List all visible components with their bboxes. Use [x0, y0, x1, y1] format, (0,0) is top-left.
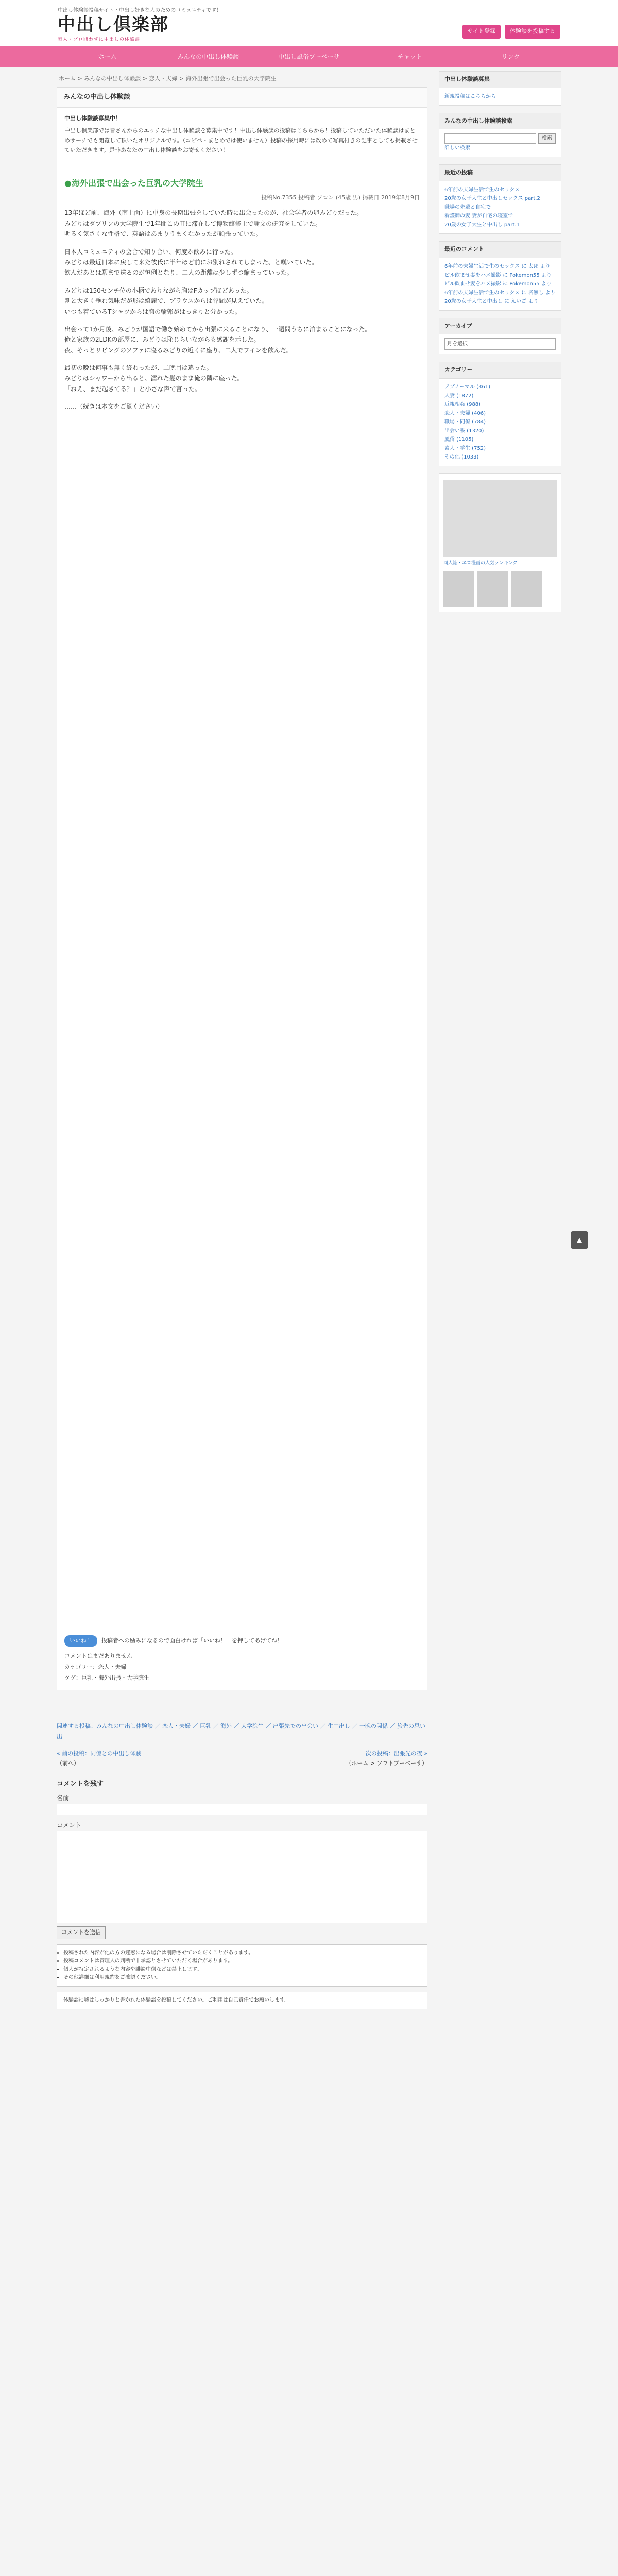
- post-paragraph: [64, 285, 420, 317]
- recent-post-link[interactable]: 看護師の妻 妻が自宅の寝室で: [444, 213, 513, 219]
- comments-title: 最近のコメント: [439, 242, 561, 258]
- search-button[interactable]: 検索: [538, 133, 556, 144]
- nav-fuzoku[interactable]: 中出し風俗ブーベーサ: [259, 46, 360, 67]
- header-buttons: [462, 25, 560, 39]
- sidebar-comments-box: [439, 241, 561, 311]
- category-link[interactable]: 人妻 (1872): [444, 393, 474, 399]
- like-area: [64, 1635, 420, 1647]
- nav-stories[interactable]: みんなの中出し体験談: [158, 46, 259, 67]
- story-line: いつも着ているTシャツからは胸の輪郭がはっきりと分かった。: [64, 308, 242, 315]
- logo-text: 中出し倶楽部: [58, 14, 169, 35]
- ad-thumbnail[interactable]: [511, 571, 542, 607]
- story-line: 俺と家族の2LDKの部屋に、みどりは恥じらいながらも感謝を示した。: [64, 336, 260, 344]
- category-link[interactable]: 出会い系 (1320): [444, 428, 484, 434]
- story-line: みどりは最近日本に戻して来た彼氏に半年ほど前にお別れされてしまった、と嘆いていた。: [64, 258, 318, 266]
- post-info: [64, 1652, 420, 1683]
- category-link[interactable]: 素人・学生 (752): [444, 446, 486, 452]
- section-title: みんなの中出し体験談: [57, 88, 427, 108]
- ad-caption[interactable]: 同人誌・エロ漫画の人気ランキング: [443, 561, 518, 566]
- site-tagline: 中出し体験談投稿サイト・中出し好きな人のためのコミュニティです！: [58, 8, 222, 13]
- recent-post-link[interactable]: 20歳の女子大生と中出しセックス part.2: [444, 196, 540, 202]
- advanced-search-link[interactable]: 詳しい検索: [444, 145, 470, 151]
- post-body: [64, 208, 420, 1630]
- archive-title: アーカイブ: [439, 318, 561, 335]
- logo-subtext: 素人・プロ問わずに中出しの体験談: [58, 37, 141, 42]
- comment-count[interactable]: コメントはまだありません: [64, 1653, 132, 1660]
- sidebar-post-box: [439, 71, 561, 106]
- category-link[interactable]: その他 (1033): [444, 454, 479, 461]
- site-logo[interactable]: [58, 13, 176, 44]
- next-post-sub: （ホーム > ソフトブーベーサ）: [346, 1759, 427, 1767]
- category-link[interactable]: 風俗 (1105): [444, 437, 474, 443]
- like-button[interactable]: いいね！: [64, 1635, 97, 1647]
- category-link[interactable]: 職場・同僚 (784): [444, 419, 486, 426]
- recent-comment-link[interactable]: ピル飲ませ妻をハメ撮影 に Pokemon55 より: [444, 272, 552, 278]
- post-paragraph: [64, 363, 420, 394]
- note-item: • 投稿された内容が他の方の迷惑になる場合は削除させていただくことがあります。: [63, 1949, 421, 1957]
- post-paragraph: [64, 208, 420, 239]
- recent-comment-link[interactable]: 20歳の女子大生と中出し に えいご より: [444, 298, 539, 304]
- recent-comment-link[interactable]: 6年前の夫婦生活で生のセックス に 太郎 より: [444, 263, 551, 269]
- story-line: 13年ほど前、海外（南上面）に単身の長期出張をしていた時に出会ったのが、社会学者の卵みどりだった。: [64, 209, 363, 217]
- post-title: ●海外出張で出会った巨乳の大学院生: [64, 178, 203, 188]
- post-story-button[interactable]: 体験談を投稿する: [505, 25, 560, 39]
- story-line: みどりはシャワーから出ると、濡れた髪のまま俺の隣に座った。: [64, 375, 244, 382]
- nav-chat[interactable]: チャット: [359, 46, 460, 67]
- breadcrumb[interactable]: ホーム > みんなの中出し体験談 > 恋人・夫婦 > 海外出張で出会った巨乳の大学院生: [59, 75, 277, 82]
- sidebar-archive-box: [439, 318, 561, 355]
- submit-comment-button[interactable]: コメントを送信: [57, 1926, 106, 1939]
- comment-form: [57, 1778, 427, 2009]
- archive-select[interactable]: 月を選択: [444, 338, 556, 350]
- sidebar: [439, 71, 561, 2009]
- post-category[interactable]: カテゴリー：恋人・夫婦: [64, 1664, 127, 1671]
- signup-button[interactable]: サイト登録: [462, 25, 501, 39]
- top-strip: [0, 0, 618, 4]
- sidebar-ad-box: [439, 473, 561, 612]
- post-tags[interactable]: タグ：巨乳・海外出張・大学院生: [64, 1674, 149, 1681]
- name-field[interactable]: [57, 1804, 427, 1815]
- article-box: [57, 87, 427, 1691]
- nav-home[interactable]: ホーム: [57, 46, 158, 67]
- story-line: みどりは150センチ位の小柄でありながら胸はFカップほどあった。: [64, 286, 253, 294]
- story-line: 明るく気さくな性格で、英語はあまりうまくなかったが頑張っていた。: [64, 230, 262, 238]
- comment-notes: [57, 1944, 427, 1987]
- sidebar-search-box: [439, 113, 561, 158]
- ad-thumbnail[interactable]: [443, 571, 474, 607]
- post-meta: 投稿No.7355 投稿者 ソロン (45歳 男) 掲載日 2019年8月9日: [261, 194, 420, 201]
- comment-warning: 体験談に嘘はしっかりと書かれた体験談を投稿してください。ご利用は自己責任でお願いします。: [57, 1992, 427, 2009]
- name-label: 名前: [57, 1794, 70, 1802]
- main-nav: [0, 46, 618, 67]
- sidebar-category-box: [439, 362, 561, 466]
- story-line: 日本人コミュニティの会合で知り合い、何度か飲みに行った。: [64, 248, 237, 256]
- comment-textarea[interactable]: [57, 1831, 427, 1923]
- category-link[interactable]: 恋人・夫婦 (406): [444, 411, 486, 417]
- story-line: 夜、そっとリビングのソファに寝るみどりの近くに座り、二人でワインを飲んだ。: [64, 346, 293, 354]
- search-input[interactable]: [444, 133, 536, 144]
- story-line: 出会って1か月後、みどりが国語で働き始めてから出張に来ることになり、一週間うちに泊まることになった。: [64, 325, 371, 333]
- ad-thumbnail[interactable]: [477, 571, 508, 607]
- category-title: カテゴリー: [439, 362, 561, 379]
- story-line: 「ねえ、まだ起きてる？」と小さな声で言った。: [64, 385, 201, 393]
- prev-post-link[interactable]: « 前の投稿：同僚との中出し体験: [57, 1750, 142, 1757]
- post-paragraph: [64, 247, 420, 278]
- intro-subtitle: 中出し体験談募集中！: [64, 114, 121, 122]
- story-line: ……（続きは本文をご覧ください）: [64, 403, 164, 411]
- story-line: 最初の晩は何事も無く終わったが、二晩目は違った。: [64, 364, 213, 372]
- nav-links[interactable]: リンク: [460, 46, 561, 67]
- post-pager: [57, 1749, 427, 1768]
- post-paragraph: [64, 324, 420, 355]
- comment-label: コメント: [57, 1821, 82, 1829]
- new-post-link[interactable]: 新規投稿はこちらから: [444, 93, 496, 99]
- recent-post-link[interactable]: 6年前の夫婦生活で生のセックス: [444, 187, 520, 193]
- recent-post-link[interactable]: 職場の先輩と自宅で: [444, 205, 491, 211]
- recent-comment-link[interactable]: 6年前の夫婦生活で生のセックス に 名無し より: [444, 290, 556, 296]
- sidebar-post-title: 中出し体験談募集: [439, 72, 561, 88]
- recent-title: 最近の投稿: [439, 165, 561, 181]
- like-text: 投稿者への励みになるので面白ければ「いいね！」を押してあげてね！: [101, 1637, 283, 1644]
- story-line: 飲んだあとは駅まで送るのが恒例となり、二人の距離は少しずつ縮まっていった。: [64, 269, 294, 277]
- story-line: みどりはダブリンの大学院生で1年間この町に滞在して博物館修士で論文の研究をしていた。: [64, 219, 322, 227]
- sidebar-search-title: みんなの中出し体験談検索: [439, 113, 561, 130]
- story-line: 割と大きく垂れ気味だが形は綺麗で、ブラウスからは谷間が見えていた。: [64, 297, 268, 305]
- prev-post-sub: （前へ）: [57, 1759, 79, 1767]
- site-header: [0, 4, 618, 46]
- main-column: [57, 71, 427, 2009]
- category-link[interactable]: 近親相姦 (988): [444, 402, 481, 408]
- page-top-button[interactable]: ▲: [571, 1231, 588, 1249]
- ad-banner-image[interactable]: [443, 480, 557, 557]
- recent-comment-link[interactable]: ピル飲ませ妻をハメ撮影 に Pokemon55 より: [444, 281, 552, 287]
- related-links[interactable]: 関連する投稿：みんなの中出し体験談 ／ 恋人・夫婦 ／ 巨乳 ／ 海外 ／ 大学院生 ／ 出張先での出会い ／ 生中出し ／ 一晩の関係 ／ 旅先の思い出: [57, 1723, 425, 1740]
- category-link[interactable]: アブノーマル (361): [444, 384, 490, 391]
- comment-heading: コメントを残す: [57, 1780, 104, 1788]
- next-post-link[interactable]: 次の投稿：出張先の夜 »: [365, 1750, 427, 1757]
- note-item: • その他詳細は利用規約をご確認ください。: [63, 1974, 421, 1982]
- sidebar-recent-box: [439, 164, 561, 234]
- note-item: • 個人が特定されるような内容や誹謗中傷などは禁止します。: [63, 1965, 421, 1974]
- intro-text: 中出し倶楽部では皆さんからのエッチな中出し体験談を募集中です！中出し体験談の投稿はこちらから！投稿していただいた体験談はまとめサーチでも閲覧して頂いたオリジナルです。（コピペ・まとめでは使いません）投稿の採用時には改めて写真付きの記事としても掲載させていただきます。是非あなたの中出し体験談をお寄せください！: [64, 127, 418, 154]
- post-body-continued: [64, 419, 420, 1630]
- post-paragraph: [64, 401, 420, 412]
- note-item: • 投稿コメントは管理人の判断で非承認とさせていただく場合があります。: [63, 1957, 421, 1965]
- recent-post-link[interactable]: 20歳の女子大生と中出し part.1: [444, 222, 520, 228]
